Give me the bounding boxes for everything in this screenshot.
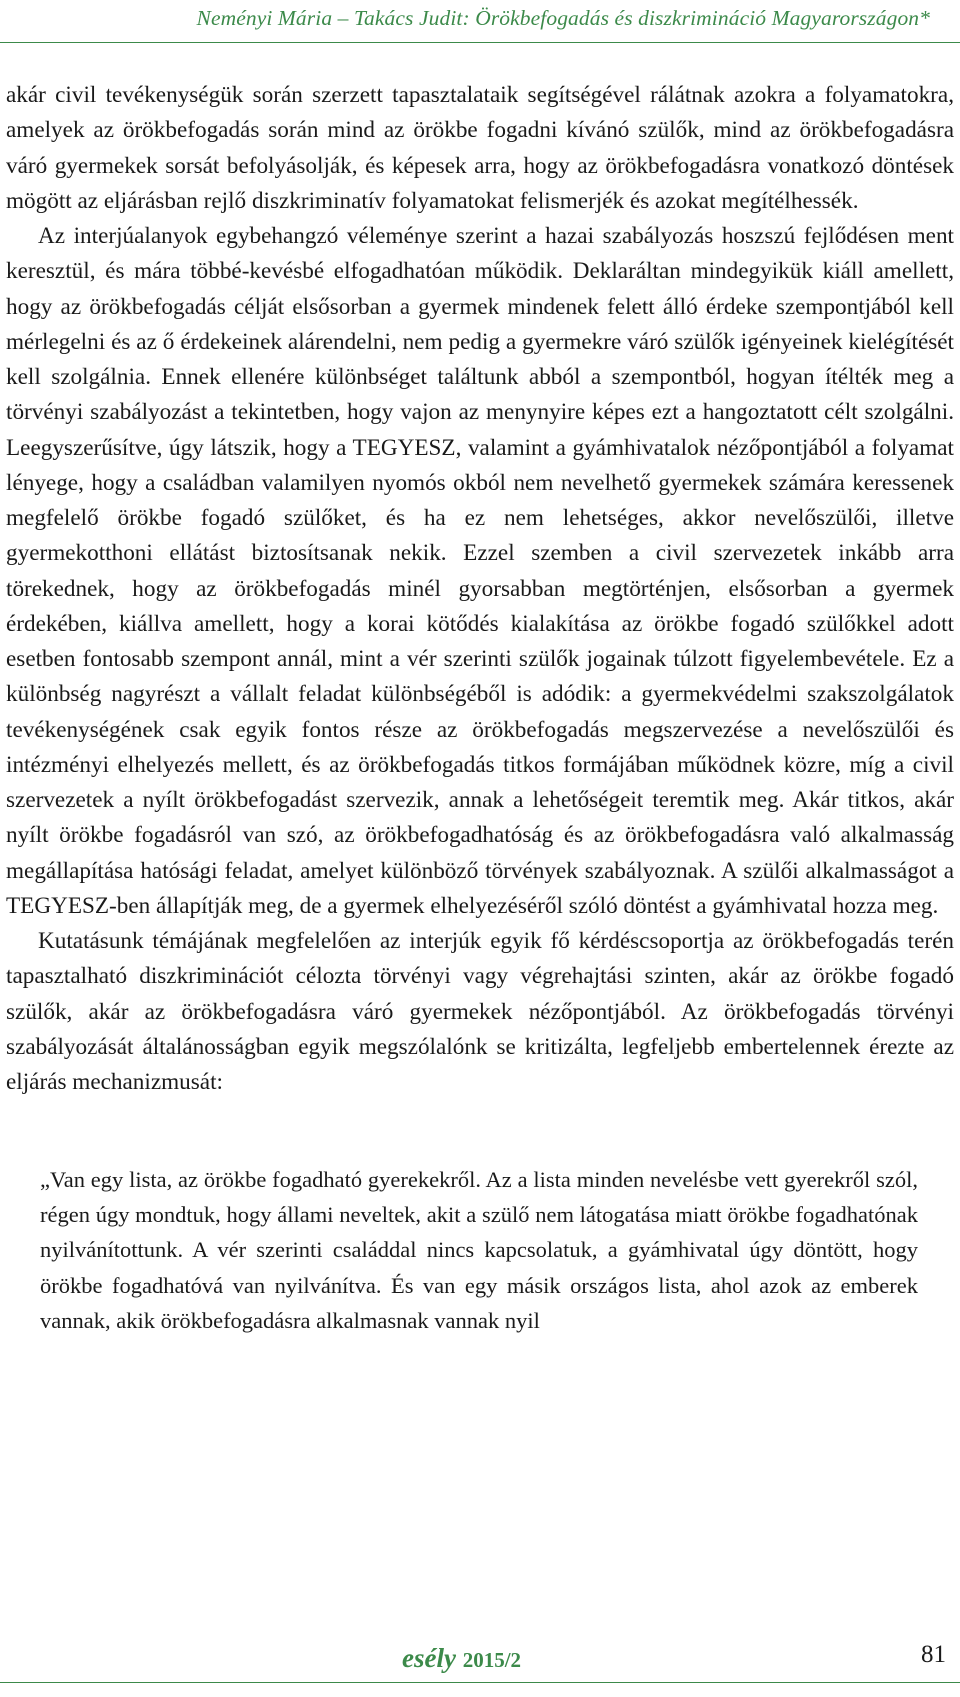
running-header: Neményi Mária – Takács Judit: Örökbefogadás és diszkrimináció Magyarországon* [196, 6, 930, 30]
footer-divider [0, 1682, 960, 1683]
journal-issue: 2015/2 [462, 1648, 522, 1672]
article-body [6, 78, 954, 1338]
paragraph-research-topic: Kutatásunk témájának megfelelően az interjúk egyik fő kérdéscsoportja az örökbefogadás terén tapasztalható diszkriminációt célozta törvényi vagy végrehajtási szinten, akár az örökbe fogadó szülők, akár az örökbefogadásra váró gyermekek nézőpontjából. Az örökbefogadás törvényi szabályozását általánosságban egyik megszólalónk se kritizálta, legfeljebb embertelennek érezte az eljárás mechanizmusát: [6, 928, 954, 1095]
header-divider [0, 42, 960, 43]
journal-name [402, 1643, 521, 1674]
paragraph-interview-views: Az interjúalanyok egybehangzó véleménye szerint a hazai szabályozás hoszszú fejlődésen ment keresztül, és mára többé-kevésbé elfogadhatóan működik. Deklaráltan mindegyikük kiáll amellett, hogy az örökbefogadás célját elsősorban a gyermek mindenek felett álló érdeke szempontjából kell mérlegelni és az ő érdekeinek alárendelni, nem pedig a gyermekre váró szülők igényeinek kielégítését kell szolgálnia. Ennek ellenére különbséget találtunk abból a szempontból, hogyan ítélték meg a törvényi szabályozást a tekintetben, hogy vajon az menynyire képes ezt a hangoztatott célt szolgálni. Leegyszerűsítve, úgy látszik, hogy a TEGYESZ, valamint a gyámhivatalok nézőpontjából a folyamat lényege, hogy a családban valamilyen nyomós okból nem nevelhető gyermekek számára keressenek megfelelő örökbe fogadó szülőket, és ha ez nem lehetséges, akkor nevelőszülői, illetve gyermekotthoni ellátást biztosítsanak nekik. Ezzel szemben a civil szervezetek inkább arra törekednek, hogy az örökbefogadás minél gyorsabban megtörténjen, elsősorban a gyermek érdekében, kiállva amellett, hogy a korai kötődés kialakítása az örökbe fogadó szülőkkel adott esetben fontosabb szempont annál, mint a vér szerinti szülők jogainak túlzott figyelembevétele. Ez a különbség nagyrészt a vállalt feladat különbségéből is adódik: a gyermekvédelmi szakszolgálatok tevékenységének csak egyik fontos része az örökbefogadás megszervezése a nevelőszülői és intézményi elhelyezés mellett, és az örökbefogadás titkos formájában működnek közre, míg a civil szervezetek a nyílt örökbefogadást szervezik, annak a lehetőségeit teremtik meg. Akár titkos, akár nyílt örökbe fogadásról van szó, az örökbefogadhatóság és az örökbefogadásra való alkalmasság megállapítása hatósági feladat, amelyet különböző törvények szabályoznak. A szülői alkalmasságot a TEGYESZ-ben állapítják meg, de a gyermek elhelyezéséről szóló döntést a gyámhivatal hozza meg. [6, 223, 954, 919]
paragraph-continuation: akár civil tevékenységük során szerzett tapasztalataik segítségével rálátnak azokra a folyamatokra, amelyek az örökbefogadás során mind az örökbe fogadni kívánó szülők, mind az örökbefogadásra váró gyermekek sorsát befolyásolják, és képesek arra, hogy az örökbefogadásra vonatkozó döntések mögött az eljárásban rejlő diszkriminatív folyamatokat felismerjék és azokat megítélhessék. [6, 82, 954, 214]
page-number: 81 [921, 1641, 946, 1668]
interview-quote: „Van egy lista, az örökbe fogadható gyerekekről. Az a lista minden nevelésbe vett gyerekről szól, régen úgy mondtuk, hogy állami neveltek, akit a szülő nem látogatása miatt örökbe fogadhatónak nyilvánítottunk. A vér szerinti családdal nincs kapcsolatuk, a gyámhivatal úgy döntött, hogy örökbe fogadhatóvá van nyilvánítva. És van egy másik országos lista, ahol azok az emberek vannak, akik örökbefogadásra alkalmasnak vannak nyil [40, 1167, 918, 1333]
journal-title: esély [402, 1643, 456, 1673]
